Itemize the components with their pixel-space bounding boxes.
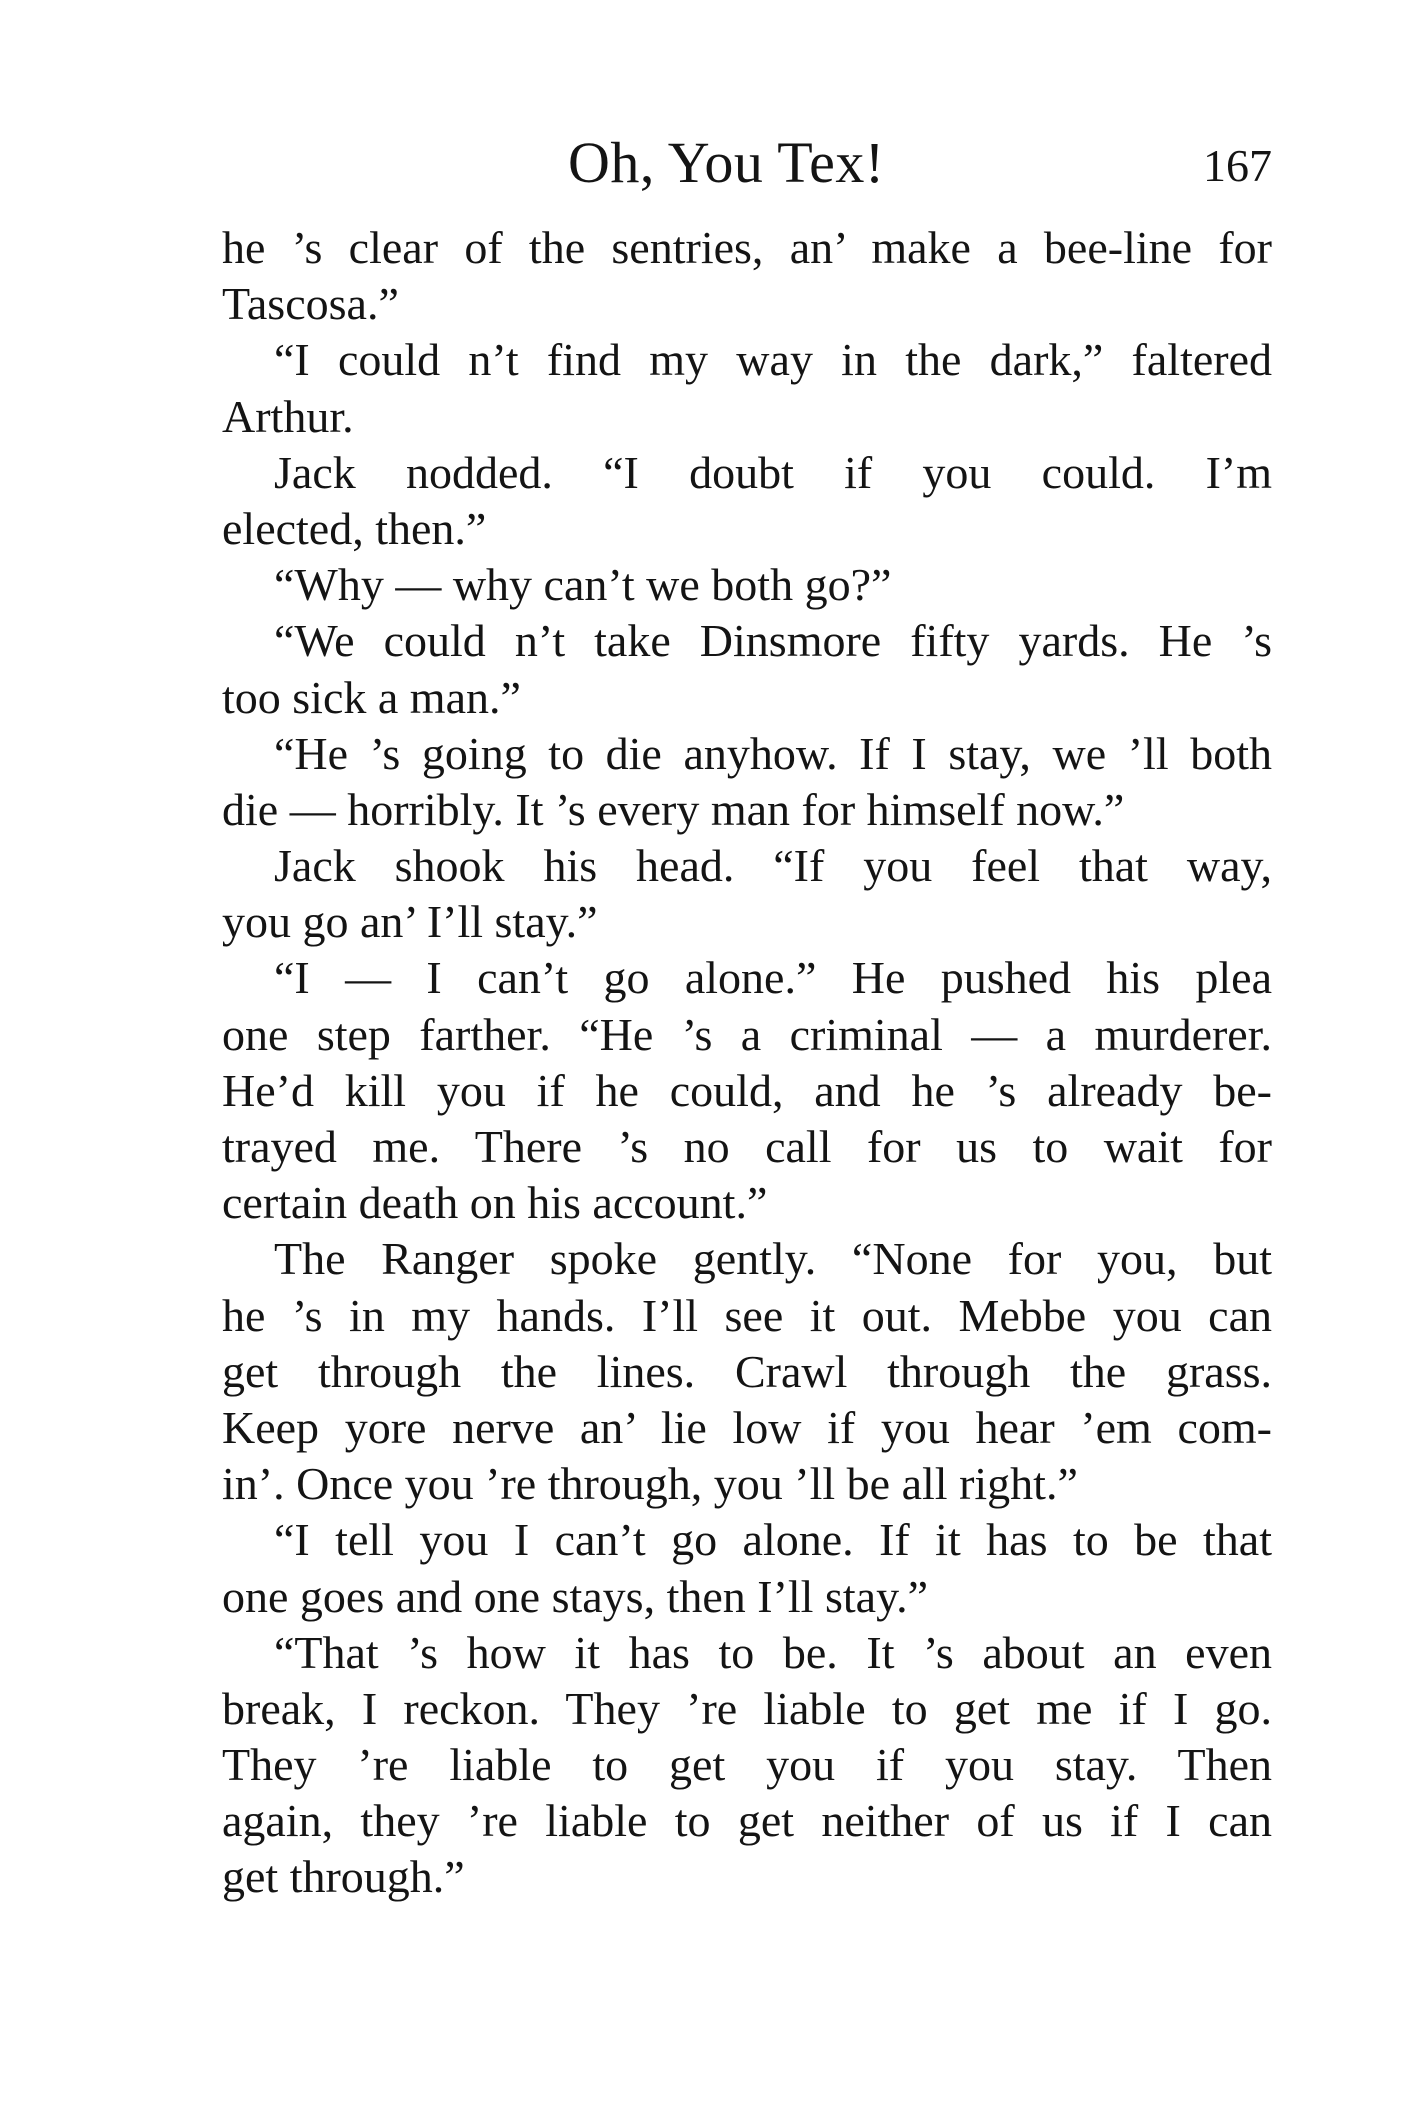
text-line: Keep yore nerve an’ lie low if you hear ’em com- [222, 1401, 1272, 1453]
text-line: Jack nodded. “I doubt if you could. I’m [274, 446, 1272, 498]
body-text [222, 220, 1272, 1906]
text-line: trayed me. There ’s no call for us to wait for [222, 1121, 1272, 1172]
page-number: 167 [1203, 140, 1272, 191]
text-line: one goes and one stays, then I’ll stay.” [222, 1570, 928, 1622]
text-line: break, I reckon. They ’re liable to get me if I go. [222, 1682, 1272, 1734]
text-line: in’. Once you ’re through, you ’ll be all right.” [222, 1458, 1078, 1510]
running-head [222, 128, 1272, 198]
text-line: Jack shook his head. “If you feel that way, [274, 840, 1272, 892]
text-line: one step farther. “He ’s a criminal — a murderer. [222, 1008, 1272, 1060]
text-line: Arthur. [222, 390, 354, 442]
text-line: “We could n’t take Dinsmore fifty yards. He ’s [274, 615, 1272, 667]
text-line: you go an’ I’ll stay.” [222, 896, 598, 948]
text-line: get through the lines. Crawl through the grass. [222, 1345, 1272, 1397]
text-line: certain death on his account.” [222, 1177, 768, 1229]
text-line: he ’s in my hands. I’ll see it out. Mebbe you can [222, 1289, 1272, 1341]
text-line: again, they ’re liable to get neither of us if I can [222, 1795, 1272, 1847]
text-line: get through.” [222, 1851, 465, 1903]
running-title: Oh, You Tex! [568, 130, 885, 195]
text-line: “I could n’t find my way in the dark,” faltered [274, 334, 1272, 386]
text-line: He’d kill you if he could, and he ’s already be- [222, 1064, 1272, 1116]
text-line: “I tell you I can’t go alone. If it has to be that [274, 1514, 1272, 1566]
text-line: “That ’s how it has to be. It ’s about an even [274, 1626, 1272, 1678]
text-line: They ’re liable to get you if you stay. Then [222, 1739, 1272, 1791]
text-line: Tascosa.” [222, 278, 399, 330]
text-line: The Ranger spoke gently. “None for you, but [274, 1233, 1272, 1285]
text-line: die — horribly. It ’s every man for himself now.” [222, 783, 1125, 835]
text-line: he ’s clear of the sentries, an’ make a bee-line for [222, 222, 1272, 273]
text-line: elected, then.” [222, 502, 487, 554]
text-line: “He ’s going to die anyhow. If I stay, we ’ll both [274, 727, 1272, 779]
text-line: “I — I can’t go alone.” He pushed his plea [274, 952, 1272, 1004]
text-line: too sick a man.” [222, 671, 521, 723]
text-line: “Why — why can’t we both go?” [274, 559, 892, 611]
